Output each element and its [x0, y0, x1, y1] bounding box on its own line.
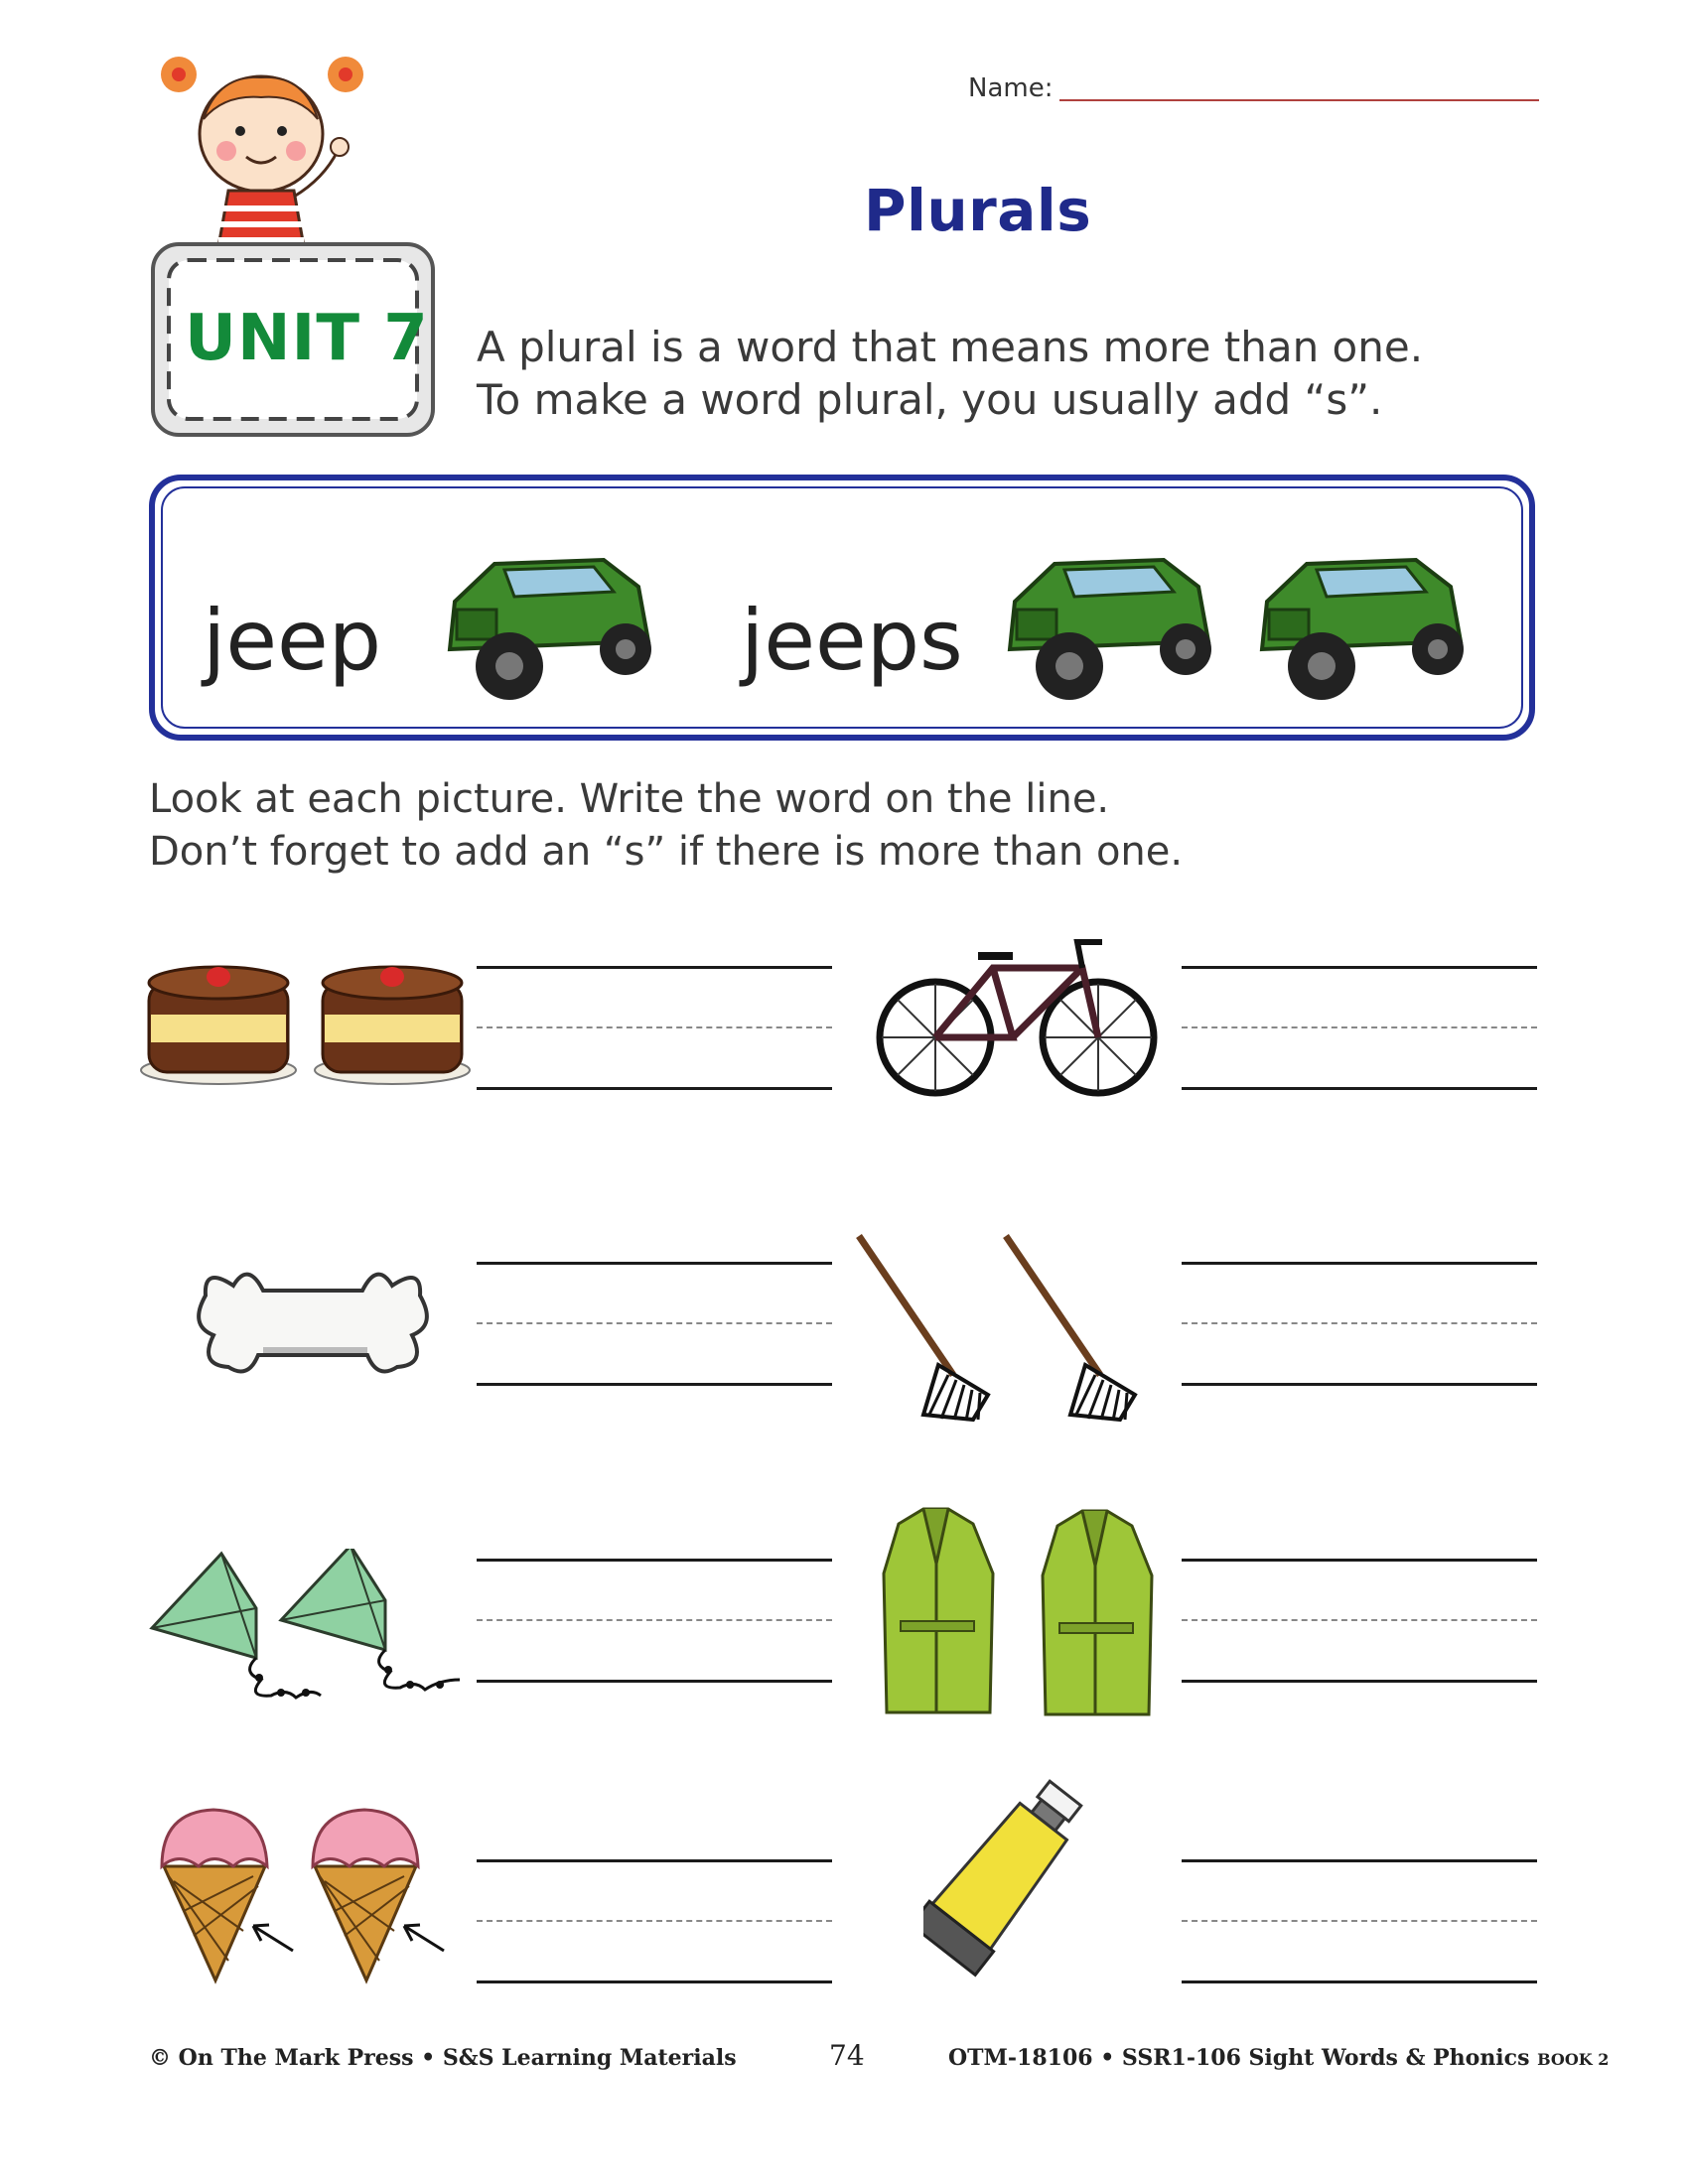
- name-field[interactable]: [968, 71, 1539, 111]
- jeep-icon: [995, 532, 1223, 711]
- answer-lines-1[interactable]: [477, 966, 832, 1095]
- footer-product-code: OTM-18106 • SSR1-106 Sight Words & Phonics: [948, 2045, 1538, 2071]
- page-number: 74: [829, 2039, 865, 2072]
- example-plural-word: jeeps: [741, 592, 963, 689]
- answer-lines-3[interactable]: [477, 1262, 832, 1391]
- answer-lines-4[interactable]: [1182, 1262, 1537, 1391]
- answer-lines-7[interactable]: [477, 1859, 832, 1988]
- answer-lines-6[interactable]: [1182, 1559, 1537, 1688]
- jeep-icon: [1247, 532, 1476, 711]
- kites-icon: [147, 1549, 470, 1707]
- footer-product: [948, 2045, 1609, 2071]
- footer-publisher: © On The Mark Press • S&S Learning Materials: [149, 2045, 737, 2071]
- instructions-line-2: Don’t forget to add an “s” if there is more than one.: [149, 829, 1184, 875]
- ice-cream-cones-icon: [154, 1802, 457, 1985]
- answer-lines-8[interactable]: [1182, 1859, 1537, 1988]
- page-title: Plurals: [864, 177, 1092, 244]
- instructions-line-1: Look at each picture. Write the word on the line.: [149, 776, 1110, 822]
- answer-lines-2[interactable]: [1182, 966, 1537, 1095]
- robes-icon: [879, 1504, 1167, 1727]
- bicycle-icon: [874, 928, 1162, 1102]
- intro-line-2: To make a word plural, you usually add “s”.: [477, 375, 1383, 424]
- example-singular-word: jeep: [203, 592, 382, 689]
- unit-label: UNIT 7: [185, 302, 429, 375]
- answer-lines-5[interactable]: [477, 1559, 832, 1688]
- footer-book: BOOK 2: [1537, 2050, 1610, 2069]
- name-label: Name:: [968, 73, 1054, 103]
- cakes-icon: [139, 953, 477, 1092]
- name-line[interactable]: [1059, 99, 1539, 101]
- intro-line-1: A plural is a word that means more than one.: [477, 323, 1424, 371]
- rakes-icon: [849, 1226, 1177, 1425]
- unit-badge: [149, 240, 437, 439]
- jeep-icon: [435, 532, 663, 711]
- paint-tube-icon: [923, 1777, 1092, 1990]
- bone-icon: [194, 1256, 432, 1390]
- example-box: [149, 475, 1535, 741]
